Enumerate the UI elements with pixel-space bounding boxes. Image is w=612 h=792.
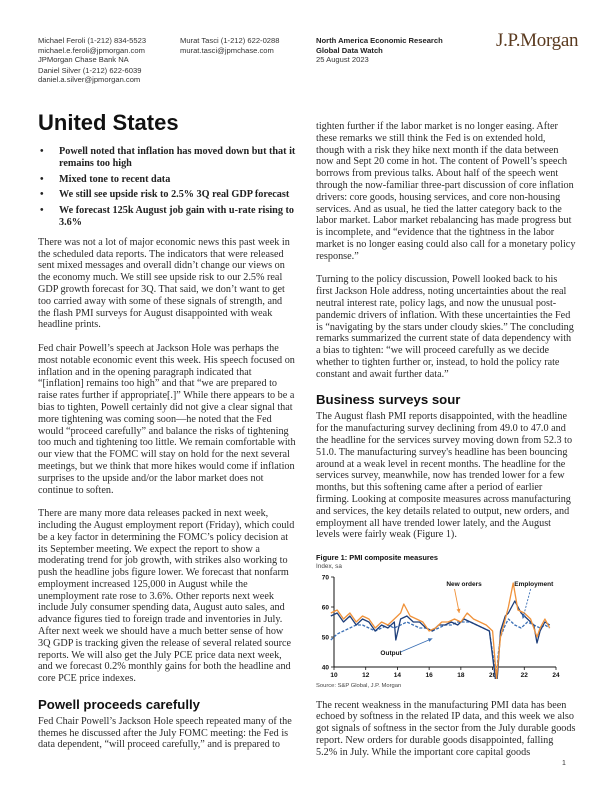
key-point-text: Powell noted that inflation has moved down but that it remains too high (59, 146, 296, 169)
figure-1 (316, 553, 564, 690)
author-email[interactable]: murat.tasci@jpmchase.com (180, 45, 274, 55)
x-tick-label: 16 (425, 671, 433, 679)
author-org: JPMorgan Chase Bank NA (38, 55, 129, 65)
figure-unit: Index, sa (316, 562, 342, 570)
x-tick-label: 10 (330, 671, 338, 679)
paragraph: The August flash PMI reports disappointed, with the headline for the manufacturing survey declining from 49.0 to 47.0 and the headline for the services survey moving down from 52.3 to 51.0. The manufacturing survey's headline has been bouncing around at a weak level in recent months. The headline for the services survey, meanwhile, now has trended lower for a few months, but this softening came after a period of earlier firming. Looking at composite measures across manufacturing and services, the key details related to output, new orders, and employment all have trended lower lately, and the August levels were fairly weak (Figure 1). (316, 411, 573, 541)
key-point (38, 189, 296, 201)
section-heading-business-surveys: Business surveys sour (316, 392, 461, 408)
y-tick-label: 60 (321, 604, 329, 612)
publication-info (316, 36, 443, 65)
x-tick-label: 14 (393, 671, 402, 679)
author-email[interactable]: daniel.a.silver@jpmorgan.com (38, 75, 141, 85)
bullet-icon: • (40, 173, 44, 185)
author-name-phone: Michael Feroli (1-212) 834-5523 (38, 36, 147, 45)
bullet-icon: • (40, 189, 44, 201)
paragraph: Fed Chair Powell’s Jackson Hole speech repeated many of the themes he discussed after the July FOMC meeting: the Fed is data dependent, “will proceed carefully,” and is prepared to (38, 715, 292, 751)
author-name-phone: Daniel Silver (1-212) 622-6039 (38, 65, 142, 75)
department: North America Economic Research (316, 36, 443, 45)
right-column (316, 121, 576, 770)
series-line-employment (331, 619, 550, 679)
publication-name: Global Data Watch (316, 45, 383, 55)
figure-title: Figure 1: PMI composite measures (316, 552, 438, 562)
y-tick-label: 70 (321, 574, 329, 582)
bullet-icon: • (40, 146, 44, 157)
page-title: United States (38, 110, 179, 135)
section-heading-powell: Powell proceeds carefully (38, 696, 200, 712)
annotation-arrow (401, 638, 433, 652)
annotation-label: Employment (514, 580, 554, 588)
page-number: 1 (562, 760, 566, 767)
key-point-text: We forecast 125k August job gain with u-rate rising to 3.6% (59, 205, 294, 228)
left-column (38, 146, 296, 763)
pmi-chart-svg (316, 571, 564, 679)
x-tick-label: 20 (488, 671, 497, 679)
author-name-phone: Murat Tasci (1-212) 622-0288 (180, 36, 280, 45)
y-tick-label: 50 (321, 634, 329, 642)
key-points-list (38, 146, 296, 229)
key-point-text: We still see upside risk to 2.5% 3Q real GDP forecast (59, 189, 290, 201)
jpmorgan-logo: J.P.Morgan (496, 30, 579, 51)
key-point (38, 146, 296, 170)
bullet-icon: • (40, 205, 44, 217)
author-block-2 (180, 36, 279, 55)
paragraph: There was not a lot of major economic news this past week in the scheduled data reports. The indicators that were released sent mixed messages and overall didn’t change our views on the economy much. We still see upside risk to our 2.5% real GDP growth forecast for 3Q. That said, we don’t want to get too carried away with some of these signals of strength, and the flash PMI surveys for August disappointed with weak headline prints. (38, 236, 290, 331)
key-point (38, 174, 296, 186)
annotation-label: Output (380, 649, 402, 657)
key-point (38, 205, 296, 229)
arrowhead-icon (457, 609, 461, 613)
x-tick-label: 12 (362, 671, 370, 679)
paragraph: There are many more data releases packed in next week, including the August employment report (Friday), which could be a key factor in determining the FOMC’s policy decision at its September meeting. We expect the report to show a moderating trend for job growth, with strikes also working to push the headline jobs figure lower. We forecast that nonfarm employment increased 125,000 in August while the unemployment rate rose to 3.6%. Other reports next week include July consumer spending data, August auto sales, and advance figures tied to foreign trade and inventories in July. After next week we should have a much better sense of how 3Q GDP is tracking given the release of several related source reports. We will also get the July PCE price data next week, and we forecast 0.2% monthly gains for both the headline and core PCE price indexes. (38, 508, 295, 685)
paragraph: Turning to the policy discussion, Powell looked back to his first Jackson Hole address, noting uncertainties about the real neutral interest rate, policy lags, and now the unusual post-pandemic drivers of inflation. With these uncertainties the Fed is “navigating by the stars under cloudy skies.” The concluding remarks summarized the current state of data dependency with a bias to tighten: “we will proceed carefully as we decide whether to tighten further or, instead, to hold the policy rate constant and await further data.” (316, 274, 574, 380)
paragraph: The recent weakness in the manufacturing PMI data has been echoed by softness in the related IP data, and this week we also got signals of softness in the sector from the July durable goods report. New orders for durable goods disappointed, falling 5.2% in July. While the important core capital goods (316, 699, 576, 758)
paragraph: tighten further if the labor market is no longer easing. After these remarks we still think the Fed is on extended hold, though with a risk they hike next month if the data between now and Sept 20 come in hot. The content of Powell’s speech borrows from previous talks. About half of the speech went through the now-familiar three-part discussion of core inflation drivers: core goods, housing services, and core non-housing services. And as usual, he tied the latter category back to the labor market. Labor market rebalancing has made progress but is incomplete, and “evidence that the tightness in the labor market is no longer easing could also call for a monetary policy response.” (316, 121, 576, 262)
series-line-new-orders (331, 580, 550, 679)
y-tick-label: 40 (321, 664, 329, 672)
annotation-label: New orders (446, 580, 482, 588)
pmi-chart (316, 571, 564, 683)
x-tick-label: 24 (552, 671, 560, 679)
paragraph: Fed chair Powell’s speech at Jackson Hole was perhaps the most notable economic event this week. His speech focused on inflation and in the opening paragraph indicated that “[inflation] remains too high” and that “we are prepared to raise rates further if appropriate[.]” While there appears to be a bias to tighten, Powell certainly did not give a clear signal that more tightening was coming soon—he noted that the Fed would “proceed carefully” and balance the risks of tightening too much and tightening too little. We remain comfortable with our view that the FOMC will stay on hold for the next several meetings, but we think that more hikes would come if inflation surprises to the upside and/or the labor market does not continue to soften. (38, 342, 296, 496)
x-tick-label: 18 (457, 671, 465, 679)
figure-source: Source: S&P Global, J.P. Morgan (316, 682, 402, 689)
x-tick-label: 22 (520, 671, 528, 679)
publication-date: 25 August 2023 (316, 55, 369, 65)
author-email[interactable]: michael.e.feroli@jpmorgan.com (38, 45, 145, 55)
key-point-text: Mixed tone to recent data (59, 173, 171, 185)
author-block-1 (38, 36, 146, 85)
